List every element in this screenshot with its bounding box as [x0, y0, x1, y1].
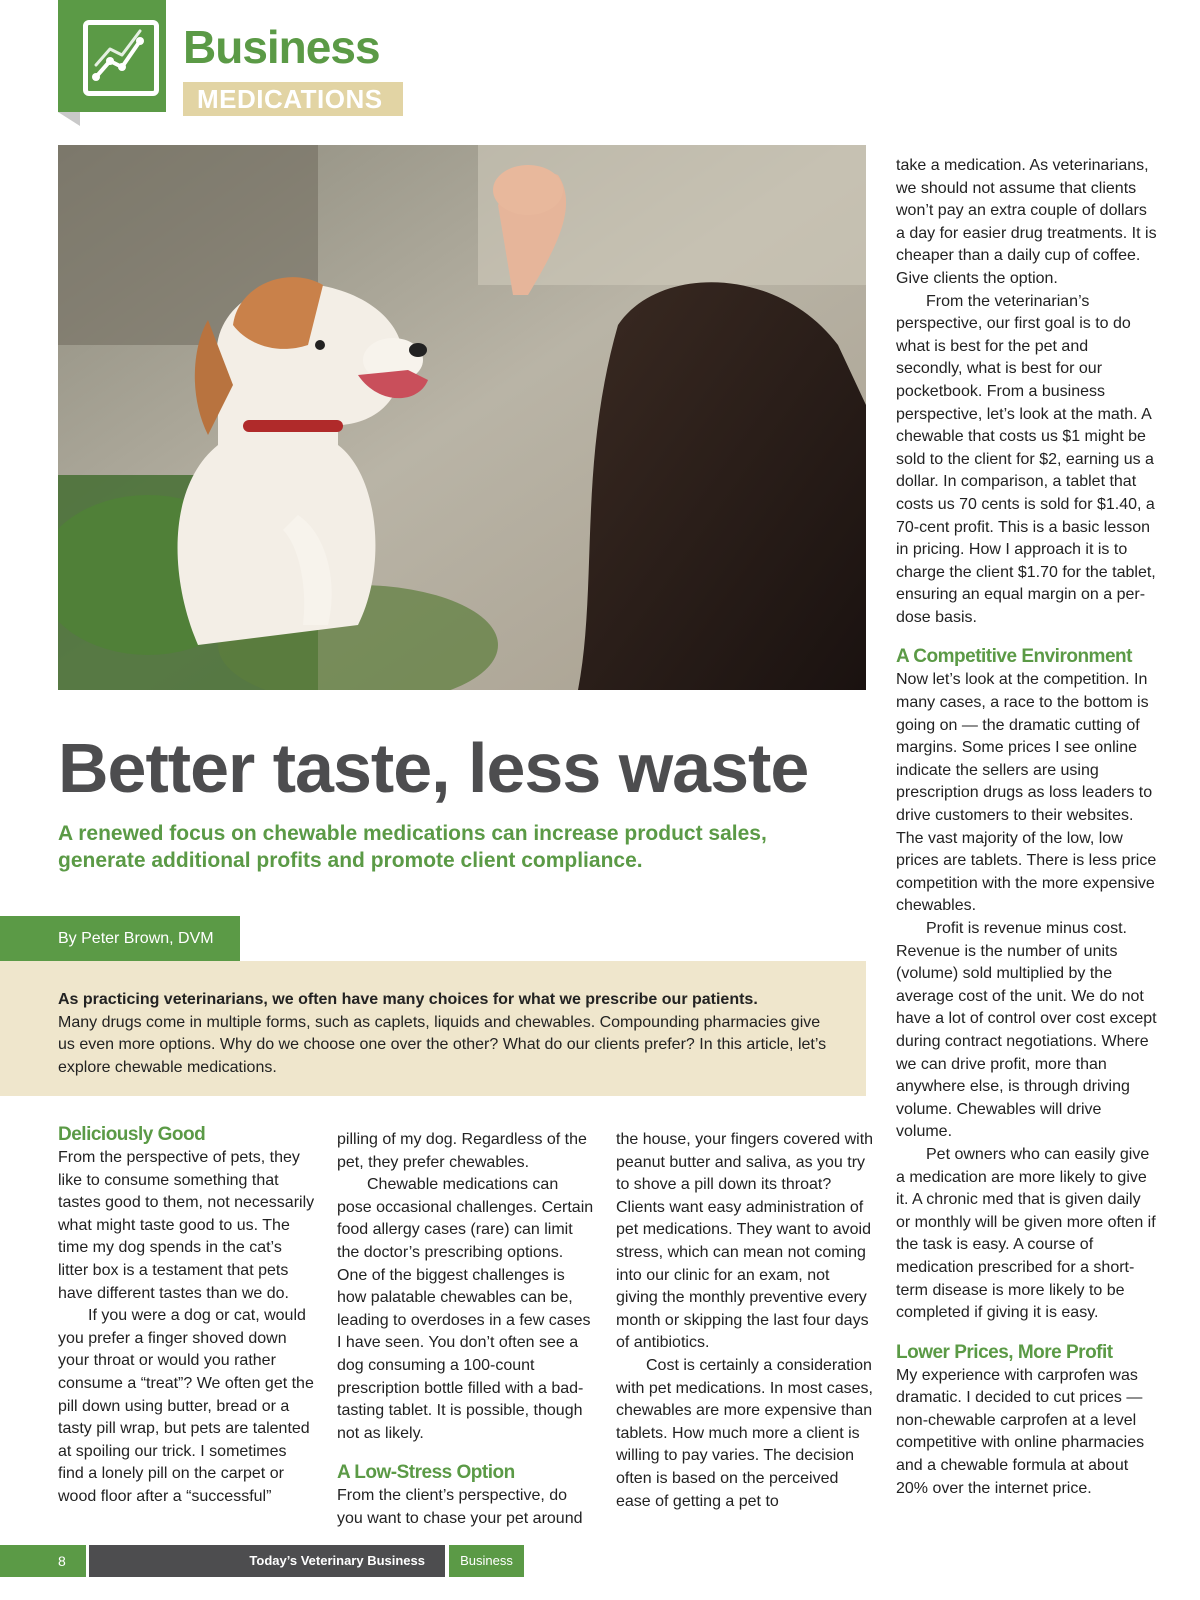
column-2: [337, 1129, 595, 1531]
section-logo: [58, 0, 166, 112]
paragraph: Profit is revenue minus cost. Revenue is the number of units (volume) sold multiplied by the average cost of the unit. We do not have a lot of control over cost except during contract negotiations. Where we can drive profit, more than anywhere else, is through driving volume. Chewables will drive volume.: [896, 920, 1157, 1141]
publication-name: Today’s Veterinary Business: [89, 1545, 445, 1577]
deck: A renewed focus on chewable medications can increase product sales, generate additional profits and promote client compliance.: [58, 822, 767, 872]
headline: Better taste, less waste: [58, 729, 809, 807]
paragraph: take a medication. As veterinarians, we should not assume that clients won’t pay an extra couple of dollars a day for easier drug treatments. It is cheaper than a daily cup of coffee. Give clients the option.: [896, 157, 1157, 287]
paragraph: From the client’s perspective, do you want to chase your pet around: [337, 1487, 583, 1527]
paragraph: My experience with carprofen was dramatic. I decided to cut prices — non-chewable carprofen at a level competitive with online pharmacies and a chewable formula at about 20% over the internet price.: [896, 1366, 1145, 1497]
dog-photo: [58, 145, 866, 690]
paragraph: From the veterinarian’s perspective, our first goal is to do what is best for the pet and secondly, what is best for our pocketbook. From a business perspective, let’s look at the math. A chewable that costs us $1 might be sold to the client for $2, earning us a dollar. In comparison, a tablet that costs us 70 cents is sold for $1.40, a 70-cent profit. This is a basic lesson in pricing. How I approach it is to charge the client $1.70 for the tablet, ensuring an equal margin on a per-dose basis.: [896, 292, 1156, 626]
paragraph: Pet owners who can easily give a medication are more likely to give it. A chronic med that is given daily or monthly will be given more often if the task is easy. A course of medication prescribed for a short-term disease is more likely to be completed if giving it is easy.: [896, 1145, 1156, 1322]
column-4: [896, 155, 1158, 1500]
paragraph: If you were a dog or cat, would you prefer a finger shoved down your throat or would you rather consume a “treat”? We often get the pill down using butter, bread or a tasty pill wrap, but pets are talented at spoiling our trick. I sometimes find a lonely pill on the carpet or wood floor after a “successful”: [58, 1307, 314, 1505]
paragraph: the house, your fingers covered with peanut butter and saliva, as you try to shove a pill down its throat? Clients want easy administration of pet medications. They want to avoid stress, which can mean not coming into our clinic for an exam, not giving the monthly preventive every month or skipping the last four days of antibiotics.: [616, 1131, 874, 1352]
intro-body: Many drugs come in multiple forms, such as caplets, liquids and chewables. Compounding pharmacies give us even more options. Why do we choose one over the other? What do our clients prefer? In this article, let’s explore chewable medications.: [58, 1013, 827, 1076]
intro-box: [0, 961, 866, 1096]
section-subtitle: MEDICATIONS: [183, 82, 403, 116]
footer-section: Business: [449, 1545, 524, 1577]
intro-lead: As practicing veterinarians, we often have many choices for what we prescribe our patients.: [58, 991, 758, 1008]
subhead-lower-prices: Lower Prices, More Profit: [896, 1341, 1113, 1363]
subhead-deliciously-good: Deliciously Good: [58, 1124, 206, 1145]
paragraph: pilling of my dog. Regardless of the pet, they prefer chewables.: [337, 1131, 587, 1171]
byline: By Peter Brown, DVM: [0, 916, 240, 961]
page-footer: [0, 1545, 530, 1577]
logo-fold: [58, 112, 80, 126]
page-number: 8: [0, 1545, 86, 1577]
subhead-low-stress-option: A Low-Stress Option: [337, 1462, 515, 1484]
paragraph: Cost is certainly a consideration with pet medications. In most cases, chewables are more expensive than tablets. How much more a client is willing to pay varies. The decision often is based on the perceived ease of getting a pet to: [616, 1356, 873, 1510]
subhead-competitive-environment: A Competitive Environment: [896, 646, 1132, 668]
paragraph: Now let’s look at the competition. In many cases, a race to the bottom is going on — the dramatic cutting of margins. Some prices I see online indicate the sellers are using prescription drugs as loss leaders to drive customers to their websites. The vast majority of the low, low prices are tablets. There is less price competition with the more expensive chewables.: [896, 671, 1157, 915]
paragraph: From the perspective of pets, they like to consume something that tastes good to them, not necessarily what might taste good to us. The time my dog spends in the cat’s litter box is a testament that pets have different tastes than we do.: [58, 1149, 315, 1302]
paragraph: Chewable medications can pose occasional challenges. Certain food allergy cases (rare) can limit the doctor’s prescribing options. One of the biggest challenges is how palatable chewables can be, leading to overdoses in a few cases I have seen. You don’t often see a dog consuming a 100-count prescription bottle filled with a bad-tasting tablet. It is possible, though not as likely.: [337, 1176, 594, 1442]
chart-line-icon: [83, 20, 159, 96]
section-title: Business: [183, 21, 380, 73]
column-3: [616, 1129, 874, 1513]
column-1: [58, 1123, 316, 1509]
